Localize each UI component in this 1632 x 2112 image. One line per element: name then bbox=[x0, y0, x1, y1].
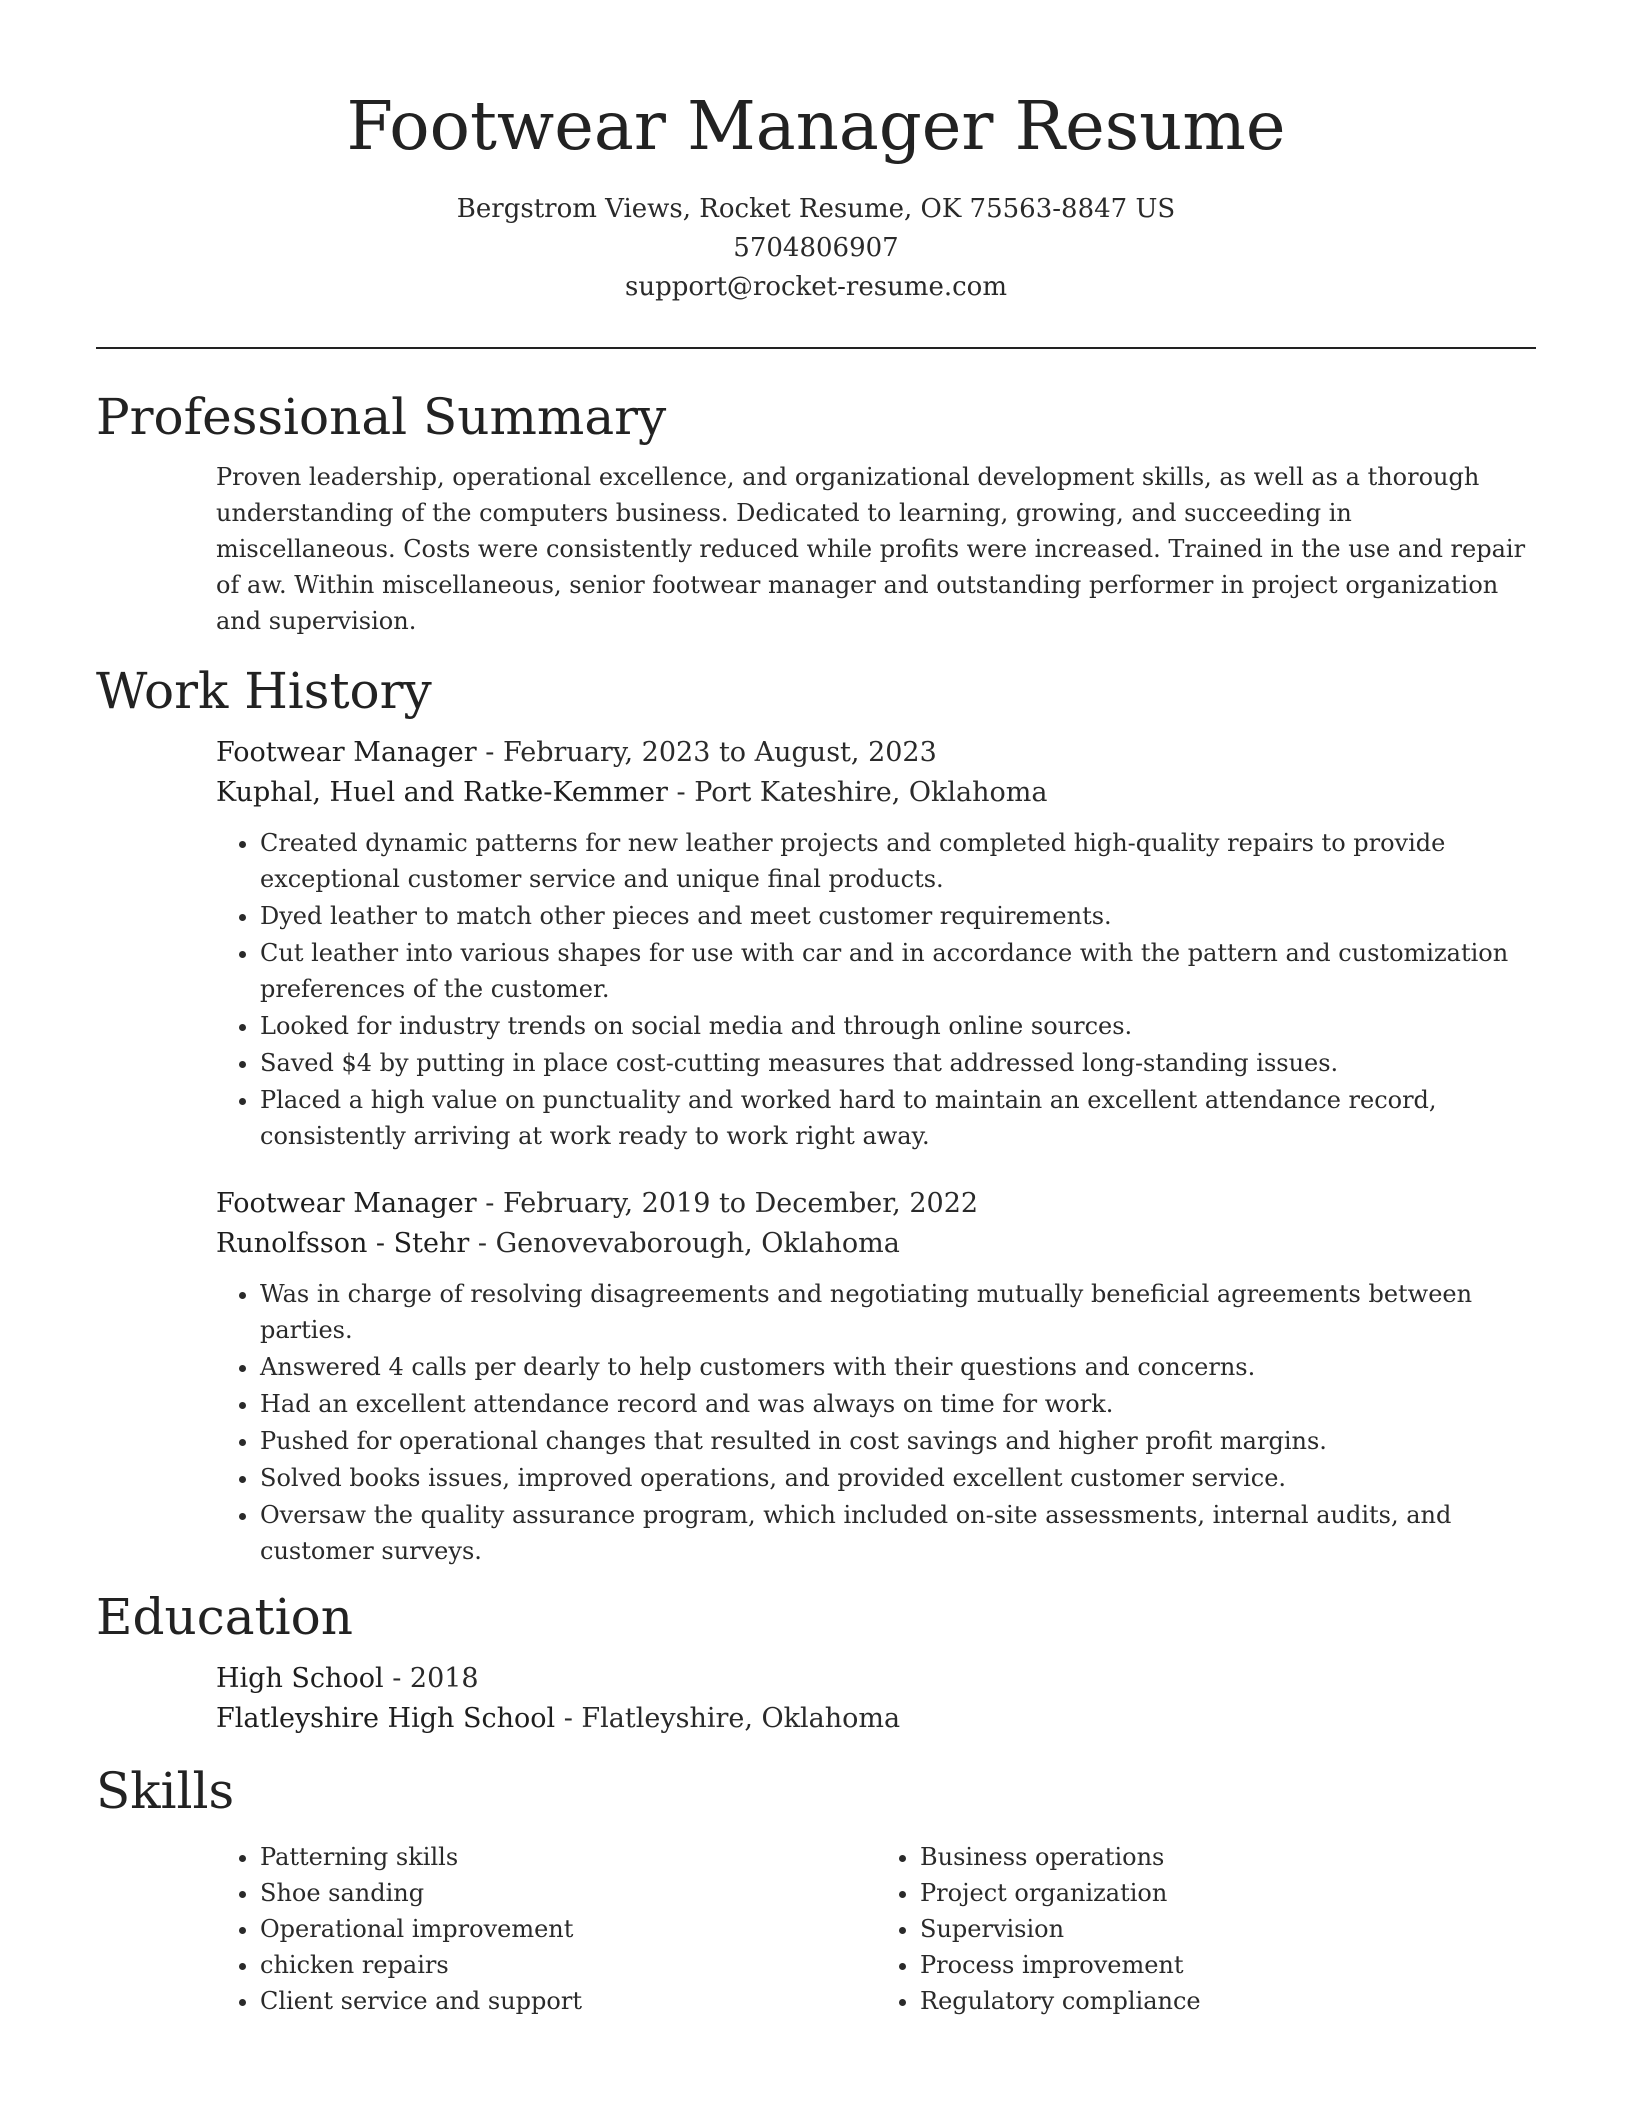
skill-item: • Supervision bbox=[920, 1911, 1536, 1947]
skills-list-left bbox=[216, 1839, 876, 2019]
education-year: - 2018 bbox=[392, 1663, 479, 1694]
section-title-summary: Professional Summary bbox=[96, 388, 667, 446]
list-item: • Oversaw the quality assurance program, which included on-site assessments, internal audits, and customer surveys. bbox=[260, 1497, 1536, 1569]
skill-item: • Project organization bbox=[920, 1875, 1536, 1911]
list-item: • Solved books issues, improved operations, and provided excellent customer service. bbox=[260, 1460, 1536, 1496]
header-divider bbox=[96, 347, 1536, 349]
list-item: • Pushed for operational changes that resulted in cost savings and higher profit margins. bbox=[260, 1423, 1536, 1459]
job-bullets bbox=[216, 825, 1536, 1154]
education-degree-line bbox=[216, 1659, 1536, 1699]
contact-phone: 5704806907 bbox=[733, 233, 899, 263]
resume-header bbox=[96, 0, 1536, 307]
skill-item: • Patterning skills bbox=[260, 1839, 876, 1875]
list-item: • Was in charge of resolving disagreements and negotiating mutually beneficial agreements between parties. bbox=[260, 1276, 1536, 1348]
list-item: • Dyed leather to match other pieces and meet customer requirements. bbox=[260, 898, 1536, 934]
job-company: Runolfsson - Stehr bbox=[216, 1228, 470, 1259]
education-school-line bbox=[216, 1699, 1536, 1739]
job-title-line bbox=[216, 1184, 1536, 1224]
education-school: Flatleyshire High School bbox=[216, 1703, 556, 1734]
job-dates: - February, 2023 to August, 2023 bbox=[485, 737, 937, 768]
resume-page bbox=[96, 0, 1536, 2112]
job-position: Footwear Manager bbox=[216, 1188, 477, 1219]
summary-text: Proven leadership, operational excellence, and organizational development skills, as well as a thorough understanding of the computers business. Dedicated to learning, growing, and succeeding in miscellaneous. Costs were consistently reduced while profits were increased. Trained in the use and repair of aw. Within miscellaneous, senior footwear manager and outstanding performer in project organization and supervision. bbox=[216, 463, 1526, 635]
skill-item: • Shoe sanding bbox=[260, 1875, 876, 1911]
list-item: • Cut leather into various shapes for use with car and in accordance with the pattern and customization preferences of the customer. bbox=[260, 935, 1536, 1007]
list-item: • Created dynamic patterns for new leather projects and completed high-quality repairs to provide exceptional customer service and unique final products. bbox=[260, 825, 1536, 897]
education-section bbox=[96, 1587, 1536, 1739]
summary-section bbox=[96, 387, 1536, 639]
contact-email: support@rocket-resume.com bbox=[624, 272, 1007, 302]
job-location: - Port Kateshire, Oklahoma bbox=[676, 777, 1048, 808]
job-position: Footwear Manager bbox=[216, 737, 477, 768]
section-title-skills: Skills bbox=[96, 1762, 235, 1820]
section-title-education: Education bbox=[96, 1588, 353, 1646]
job-dates: - February, 2019 to December, 2022 bbox=[485, 1188, 979, 1219]
skills-list-right bbox=[876, 1839, 1536, 2019]
job-location: - Genovevaborough, Oklahoma bbox=[477, 1228, 900, 1259]
skill-item: • Business operations bbox=[920, 1839, 1536, 1875]
resume-title: Footwear Manager Resume bbox=[346, 87, 1286, 165]
skill-item: • Regulatory compliance bbox=[920, 1983, 1536, 2019]
job-company-line bbox=[216, 1224, 1536, 1264]
job-entry bbox=[216, 1184, 1536, 1569]
job-bullets bbox=[216, 1276, 1536, 1569]
skill-item: • Client service and support bbox=[260, 1983, 876, 2019]
work-history-section bbox=[96, 661, 1536, 1569]
job-company: Kuphal, Huel and Ratke-Kemmer bbox=[216, 777, 668, 808]
list-item: • Answered 4 calls per dearly to help customers with their questions and concerns. bbox=[260, 1349, 1536, 1385]
skill-item: • Process improvement bbox=[920, 1947, 1536, 1983]
list-item: • Saved $4 by putting in place cost-cutting measures that addressed long-standing issues. bbox=[260, 1045, 1536, 1081]
skills-section bbox=[96, 1761, 1536, 2019]
contact-address: Bergstrom Views, Rocket Resume, OK 75563-8847 US bbox=[456, 194, 1176, 224]
job-entry bbox=[216, 733, 1536, 1154]
contact-block bbox=[96, 190, 1536, 307]
education-location: - Flatleyshire, Oklahoma bbox=[563, 1703, 901, 1734]
list-item: • Had an excellent attendance record and was always on time for work. bbox=[260, 1386, 1536, 1422]
education-degree: High School bbox=[216, 1663, 384, 1694]
list-item: • Looked for industry trends on social media and through online sources. bbox=[260, 1008, 1536, 1044]
job-title-line bbox=[216, 733, 1536, 773]
job-company-line bbox=[216, 773, 1536, 813]
list-item: • Placed a high value on punctuality and worked hard to maintain an excellent attendance record, consistently arriving at work ready to work right away. bbox=[260, 1082, 1536, 1154]
skill-item: • Operational improvement bbox=[260, 1911, 876, 1947]
section-title-work-history: Work History bbox=[96, 662, 432, 720]
skills-columns bbox=[216, 1839, 1536, 2019]
skill-item: • chicken repairs bbox=[260, 1947, 876, 1983]
